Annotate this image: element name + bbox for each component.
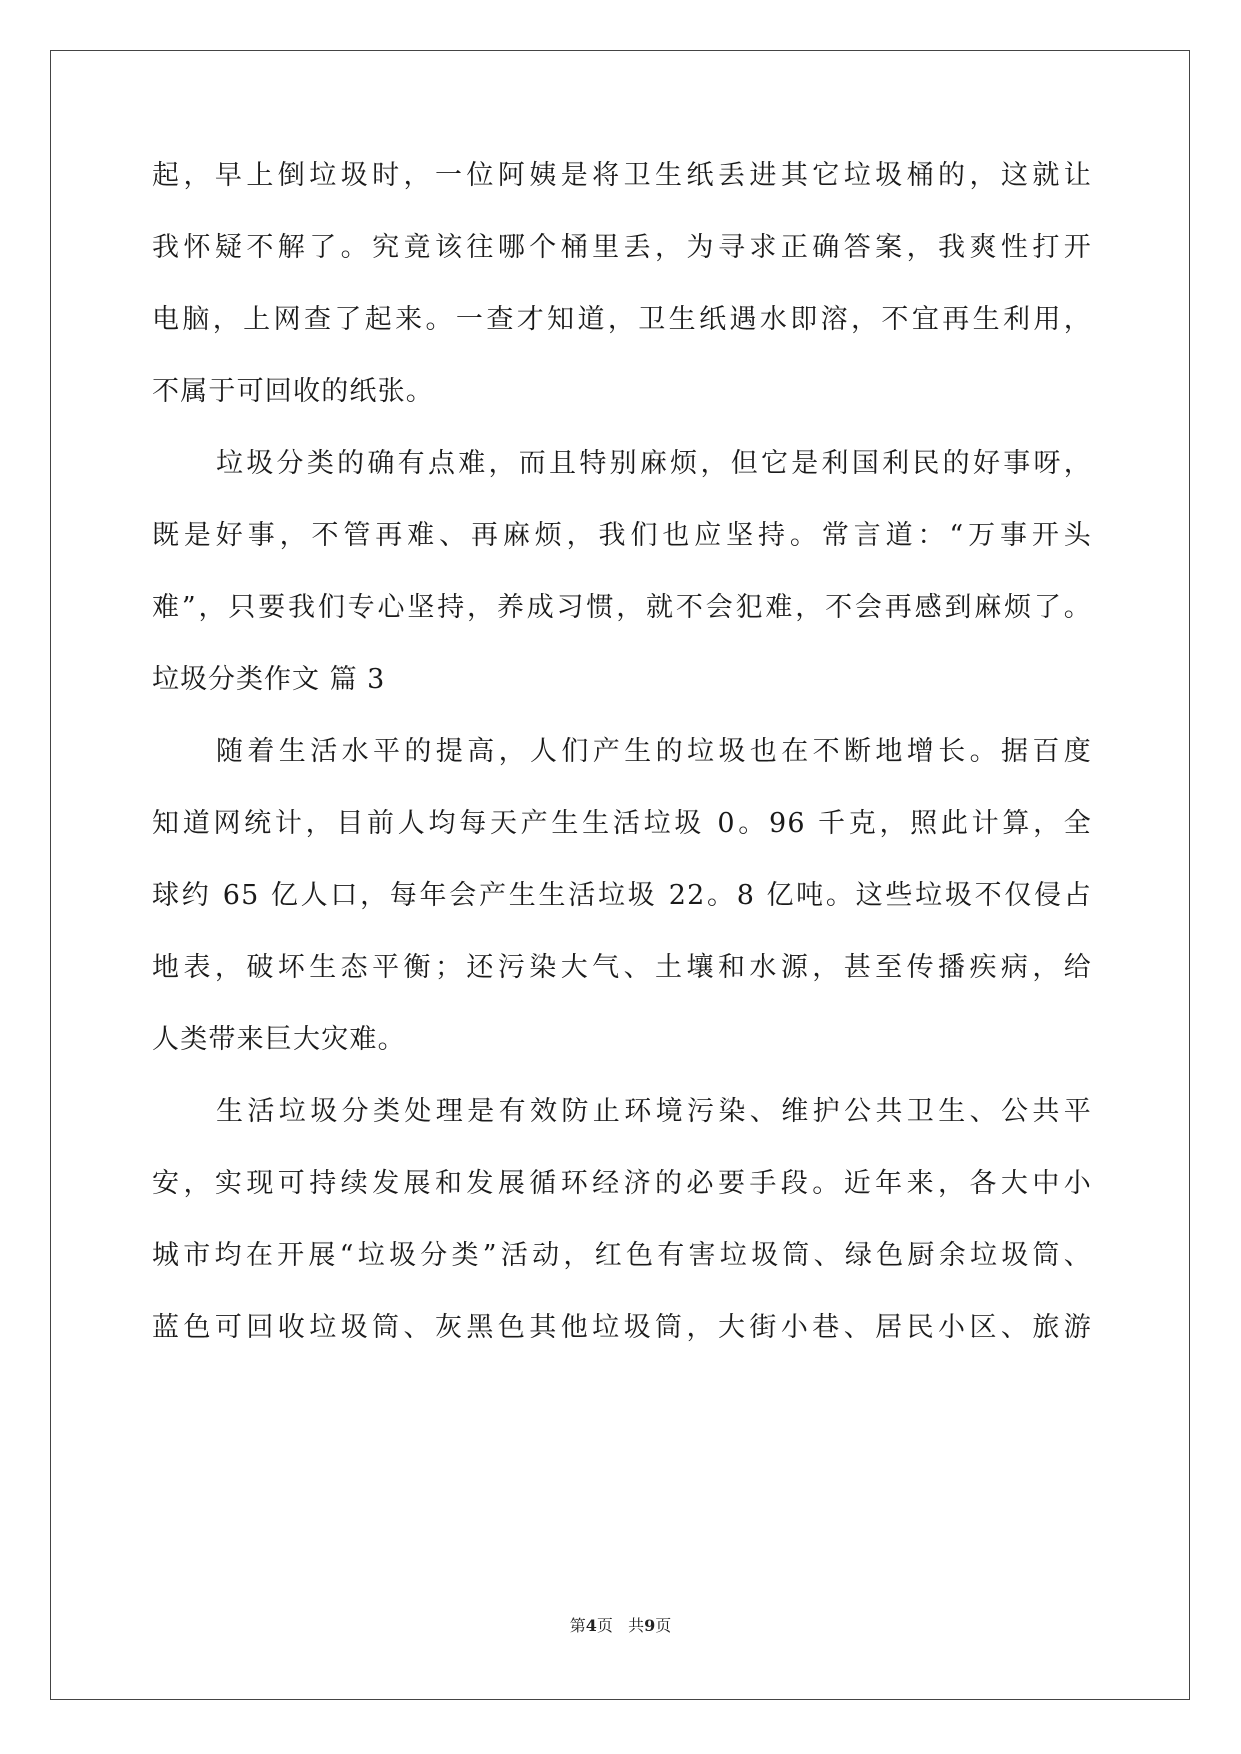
page-footer — [0, 1616, 1241, 1636]
current-page-number: 4 — [585, 1616, 597, 1635]
footer-prefix: 第 — [569, 1616, 586, 1635]
paragraph-line: 人类带来巨大灾难。 — [152, 1024, 406, 1055]
paragraph-line: 起，早上倒垃圾时，一位阿姨是将卫生纸丢进其它垃圾桶的，这就让 — [152, 160, 1092, 191]
paragraph-line: 电脑，上网查了起来。一查才知道，卫生纸遇水即溶，不宜再生利用， — [152, 304, 1092, 335]
section-heading: 垃圾分类作文 篇 3 — [152, 664, 386, 695]
paragraph-line: 既是好事，不管再难、再麻烦，我们也应坚持。常言道：“万事开头 — [152, 520, 1092, 551]
total-pages-number: 9 — [644, 1616, 656, 1635]
page-border — [50, 50, 1190, 1700]
paragraph-line: 知道网统计，目前人均每天产生生活垃圾 0。96 千克，照此计算，全 — [152, 808, 1092, 839]
paragraph-line: 随着生活水平的提高，人们产生的垃圾也在不断地增长。据百度 — [216, 736, 1092, 767]
paragraph-line: 地表，破坏生态平衡；还污染大气、土壤和水源，甚至传播疾病，给 — [152, 952, 1092, 983]
paragraph-line: 难”，只要我们专心坚持，养成习惯，就不会犯难，不会再感到麻烦了。 — [152, 592, 1092, 623]
paragraph-line: 球约 65 亿人口，每年会产生生活垃圾 22。8 亿吨。这些垃圾不仅侵占 — [152, 880, 1092, 911]
paragraph-line: 垃圾分类的确有点难，而且特别麻烦，但它是利国利民的好事呀， — [216, 448, 1092, 479]
paragraph-line: 我怀疑不解了。究竟该往哪个桶里丢，为寻求正确答案，我爽性打开 — [152, 232, 1092, 263]
paragraph-line: 生活垃圾分类处理是有效防止环境污染、维护公共卫生、公共平 — [216, 1096, 1092, 1127]
paragraph-line: 安，实现可持续发展和发展循环经济的必要手段。近年来，各大中小 — [152, 1168, 1092, 1199]
footer-total-suffix: 页 — [655, 1616, 672, 1635]
footer-total-prefix: 共 — [628, 1616, 645, 1635]
footer-page-suffix: 页 — [596, 1616, 613, 1635]
paragraph-line: 城市均在开展“垃圾分类”活动，红色有害垃圾筒、绿色厨余垃圾筒、 — [152, 1240, 1092, 1271]
paragraph-line: 不属于可回收的纸张。 — [152, 376, 434, 407]
paragraph-line: 蓝色可回收垃圾筒、灰黑色其他垃圾筒，大街小巷、居民小区、旅游 — [152, 1312, 1092, 1343]
